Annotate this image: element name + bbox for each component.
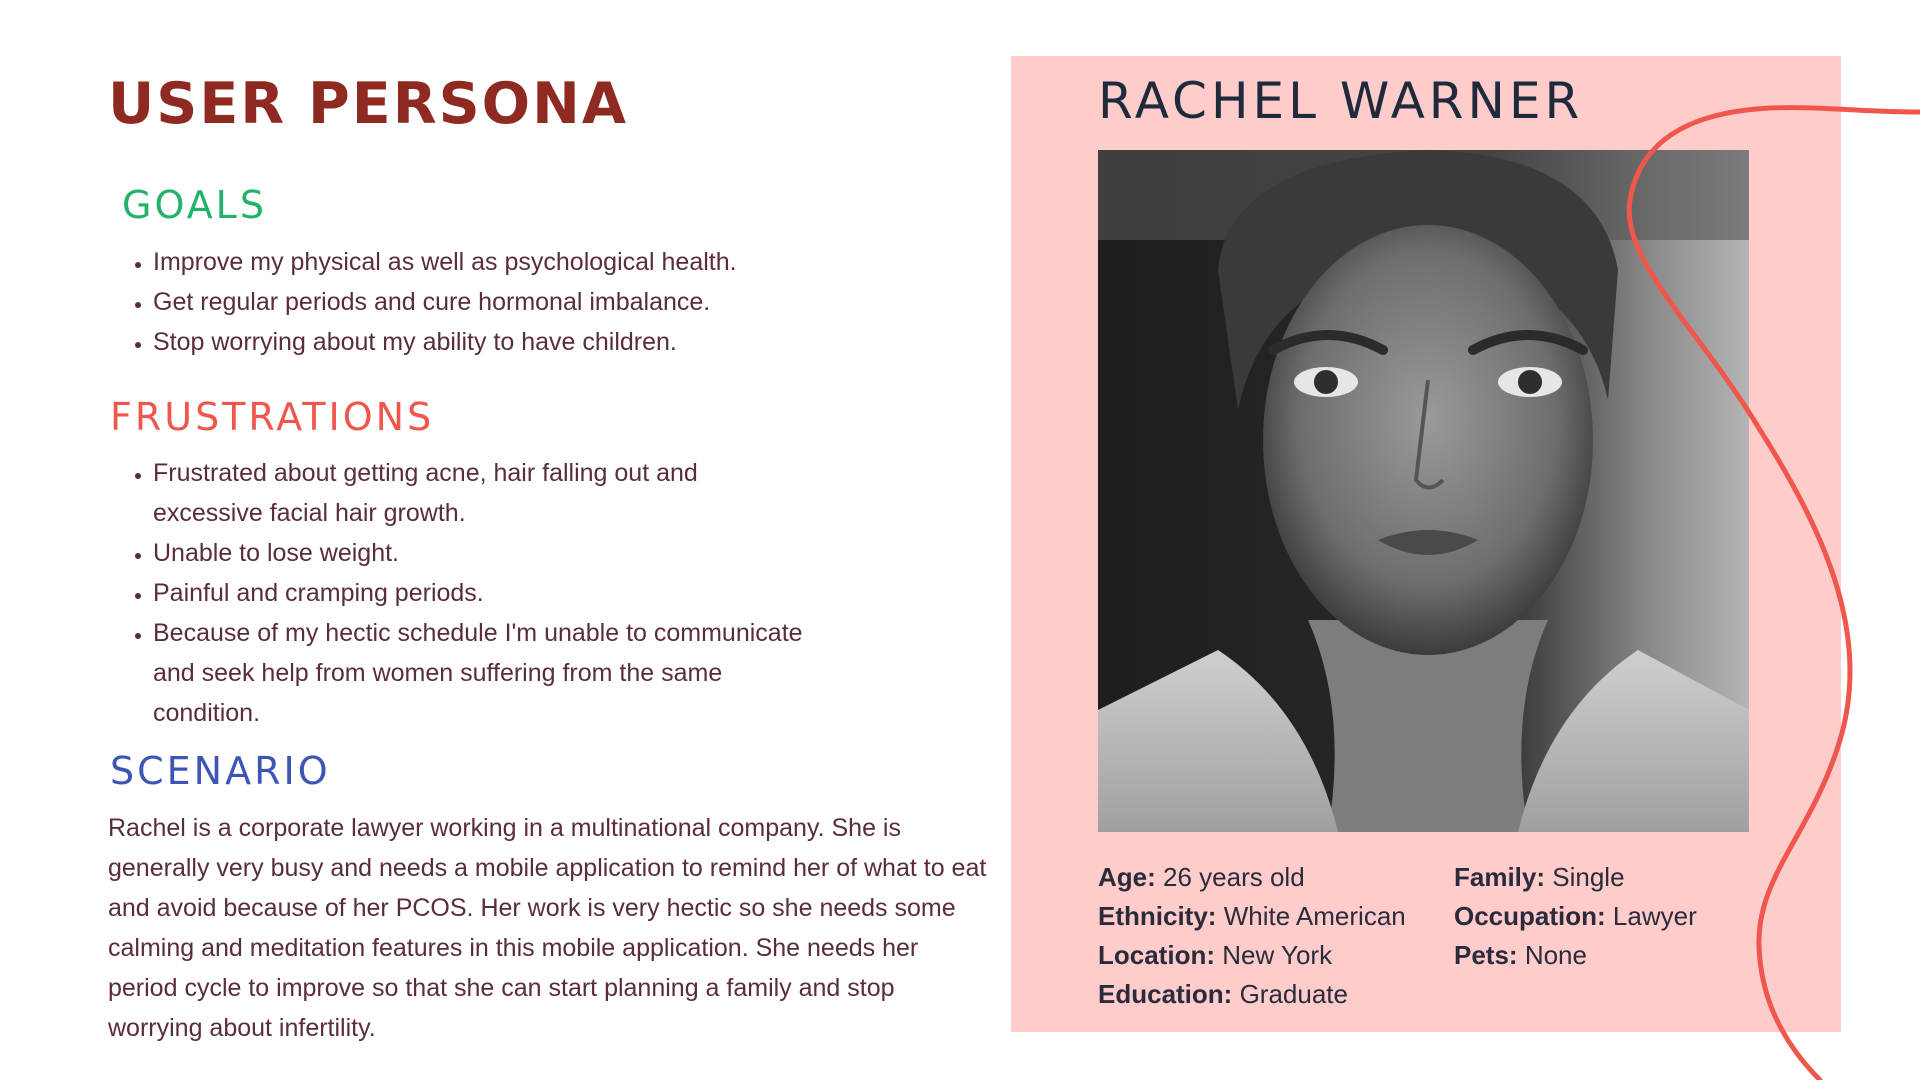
goal-item: • Improve my physical as well as psychological health. xyxy=(153,242,873,282)
frustration-item: • Because of my hectic schedule I'm unable to communicate and seek help from women suffering from the same condition. xyxy=(153,613,813,733)
detail-pets: Pets: None xyxy=(1454,940,1587,970)
detail-location: Location: New York xyxy=(1098,940,1333,970)
goals-list xyxy=(108,242,873,362)
goal-item: • Get regular periods and cure hormonal imbalance. xyxy=(153,282,873,322)
persona-photo xyxy=(1098,150,1749,832)
frustration-item: • Painful and cramping periods. xyxy=(153,573,813,613)
persona-details-right xyxy=(1454,858,1697,975)
frustration-item: • Unable to lose weight. xyxy=(153,533,813,573)
detail-ethnicity: Ethnicity: White American xyxy=(1098,901,1406,931)
goals-heading: GOALS xyxy=(122,183,267,227)
persona-details-left xyxy=(1098,858,1406,1014)
scenario-heading: SCENARIO xyxy=(110,749,331,793)
page-title: USER PERSONA xyxy=(108,71,628,137)
detail-age: Age: 26 years old xyxy=(1098,862,1305,892)
detail-education: Education: Graduate xyxy=(1098,979,1348,1009)
detail-family: Family: Single xyxy=(1454,862,1625,892)
frustration-item: • Frustrated about getting acne, hair falling out and excessive facial hair growth. xyxy=(153,453,813,533)
goal-item: • Stop worrying about my ability to have children. xyxy=(153,322,873,362)
detail-occupation: Occupation: Lawyer xyxy=(1454,901,1697,931)
scenario-text: Rachel is a corporate lawyer working in a multinational company. She is generally very busy and needs a mobile application to remind her of what to eat and avoid because of her PCOS. Her work is very hectic so she needs some calming and meditation features in this mobile application. She needs her period cycle to improve so that she can start planning a family and stop worrying about infertility. xyxy=(108,814,987,1042)
frustrations-list xyxy=(108,453,813,733)
frustrations-heading: FRUSTRATIONS xyxy=(110,395,435,439)
persona-name: RACHEL WARNER xyxy=(1098,72,1584,130)
portrait-illustration xyxy=(1098,150,1749,832)
